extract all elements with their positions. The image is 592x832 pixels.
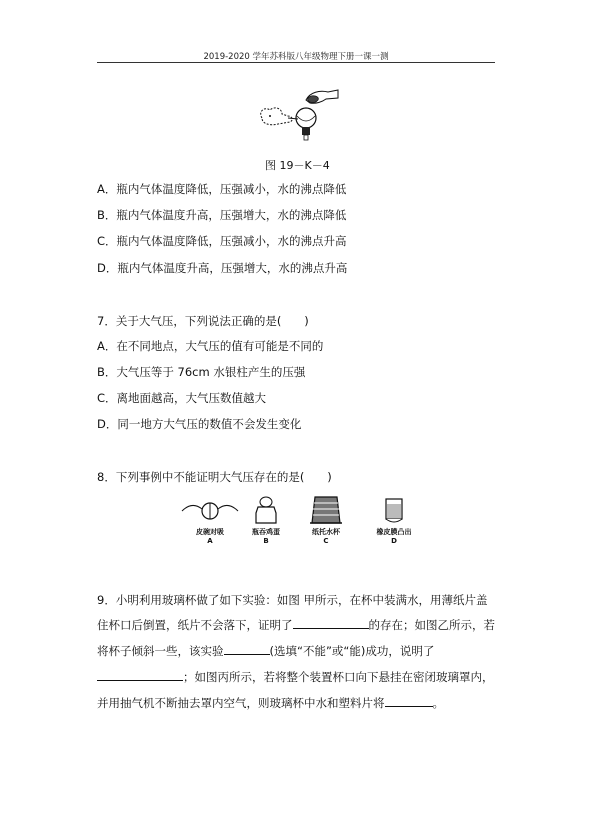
q8-figure-row [180,495,420,555]
q6-option-b: B．瓶内气体温度升高，压强增大，水的沸点降低 [97,208,347,222]
q9-line-5-a: 并用抽气机不断抽去罩内空气，则玻璃杯中水和塑料片将 [97,696,385,710]
q7-option-d: D．同一地方大气压的数值不会发生变化 [97,417,302,431]
suction-cups-icon [180,495,240,525]
figure-d-caption: 橡皮膜凸出 [376,528,412,536]
q9-line-4-b: ；如图丙所示，若将整个装置杯口向下悬挂在密闭玻璃罩内， [183,670,494,684]
q9-line-2 [97,617,495,633]
q9-line-2-b: 的存在；如图乙所示，若 [368,618,495,632]
q9-line-5 [97,695,444,711]
q8-stem: 8．下列事例中不能证明大气压存在的是( ) [97,470,332,484]
boiling-flask-figure [248,86,340,142]
figure-b-letter: B [263,537,269,545]
rubber-membrane-icon [364,495,424,525]
q6-option-d: D．瓶内气体温度升高，压强增大，水的沸点升高 [97,261,348,275]
q9-blank-3[interactable] [97,669,183,681]
q7-stem: 7．关于大气压，下列说法正确的是( ) [97,314,309,328]
q9-line-5-b: 。 [432,696,444,710]
q9-line-3 [97,643,434,659]
q6-option-c: C．瓶内气体温度降低，压强减小，水的沸点升高 [97,234,347,248]
q9-line-4 [97,669,494,685]
q9-blank-4[interactable] [385,695,433,707]
q6-option-a: A．瓶内气体温度降低，压强减小，水的沸点降低 [97,182,347,196]
figure-b [236,495,296,545]
q9-blank-1[interactable] [293,617,369,629]
figure-c-letter: C [323,537,329,545]
header-rule [97,62,495,63]
figure-a-letter: A [207,537,213,545]
figure-b-caption: 瓶吞鸡蛋 [252,528,280,536]
figure-d-letter: D [391,537,397,545]
figure-c-caption: 纸托水杯 [312,528,340,536]
q7-option-a: A．在不同地点，大气压的值有可能是不同的 [97,339,324,353]
figure-c [296,495,356,545]
q9-line-1: 9．小明利用玻璃杯做了如下实验：如图 甲所示，在杯中装满水，用薄纸片盖 [97,593,488,607]
q7-option-b: B．大气压等于 76cm 水银柱产生的压强 [97,365,306,379]
q7-option-c: C．离地面越高，大气压数值越大 [97,391,267,405]
paper-cup-icon [296,495,356,525]
q9-line-3-a: 将杯子倾斜一些，该实验 [97,644,224,658]
q9-line-3-b: (选填“不能”或“能)成功，说明了 [269,644,435,658]
page-header: 2019-2020 学年苏科版八年级物理下册一课一测 [203,52,389,62]
figure-a-caption: 皮碗对吸 [196,528,224,536]
bottle-egg-icon [236,495,296,525]
q9-line-2-a: 住杯口后倒置，纸片不会落下，证明了 [97,618,293,632]
figure-a [180,495,240,545]
figure-caption: 图 19－K－4 [265,159,330,172]
figure-d [364,495,424,545]
q9-blank-2[interactable] [224,643,270,655]
